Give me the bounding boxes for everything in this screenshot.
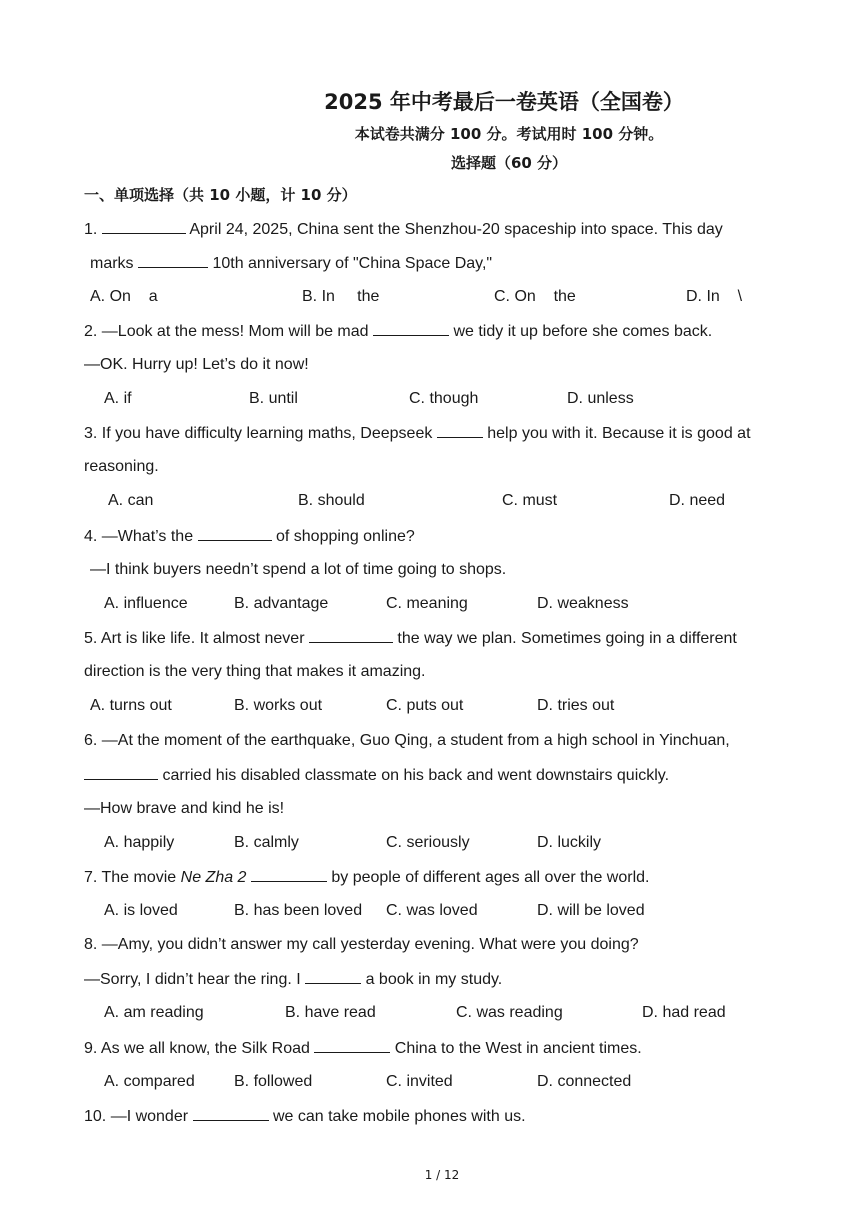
option-b: B. should	[298, 492, 365, 509]
question-text: we tidy it up before she comes back.	[449, 323, 713, 340]
question-1-line-2	[90, 252, 492, 275]
answer-blank	[138, 252, 208, 268]
question-text: —How brave and kind he is!	[84, 800, 285, 817]
question-text: China to the West in ancient times.	[390, 1040, 642, 1057]
option-c: C. On the	[494, 288, 576, 305]
question-text: the way we plan. Sometimes going in a different	[392, 630, 737, 647]
option-c: C. seriously	[386, 834, 470, 851]
question-text: 5. Art is like life. It almost never	[84, 630, 309, 647]
question-1-line-1	[84, 218, 723, 241]
answer-blank	[102, 218, 186, 234]
question-text: by people of different ages all over the world.	[326, 869, 650, 886]
question-text: —OK. Hurry up! Let’s do it now!	[84, 356, 309, 373]
option-b: B. works out	[234, 697, 323, 714]
answer-blank	[437, 422, 483, 438]
option-d: D. need	[669, 492, 726, 509]
question-4-line-1	[84, 525, 415, 548]
option-a: A. happily	[104, 834, 175, 851]
movie-title: Ne Zha 2	[180, 869, 251, 886]
question-text: —I think buyers needn’t spend a lot of time going to shops.	[90, 561, 507, 578]
option-d: D. luckily	[537, 834, 602, 851]
answer-blank	[198, 525, 272, 541]
question-6-line-3	[84, 798, 284, 820]
question-3-line-1	[84, 422, 751, 445]
option-a: A. turns out	[90, 697, 172, 714]
option-a: A. compared	[104, 1073, 195, 1090]
page-number: 1 / 12	[424, 1168, 460, 1182]
part-heading: 一、单项选择（共 10 小题，计 10 分）	[84, 186, 357, 204]
question-text: marks	[90, 255, 138, 272]
question-9-line-1	[84, 1037, 642, 1060]
option-b: B. followed	[234, 1073, 313, 1090]
question-text: 10. —I wonder	[84, 1108, 193, 1125]
question-text: 6. —At the moment of the earthquake, Guo Qing, a student from a high school in Yinchuan,	[84, 732, 730, 749]
question-text: 1.	[84, 221, 102, 238]
question-text: carried his disabled classmate on his back and went downstairs quickly.	[158, 767, 670, 784]
option-c: C. puts out	[386, 697, 464, 714]
score-info: 本试卷共满分 100 分。考试用时 100 分钟。	[354, 125, 664, 143]
option-c: C. invited	[386, 1073, 453, 1090]
question-2-line-2	[84, 354, 309, 376]
option-c: C. was reading	[456, 1004, 563, 1021]
answer-blank	[314, 1037, 390, 1053]
option-a: A. On a	[90, 288, 158, 305]
option-c: C. meaning	[386, 595, 468, 612]
question-8-line-2	[84, 968, 502, 991]
question-text: April 24, 2025, China sent the Shenzhou-20 spaceship into space. This day	[185, 221, 723, 238]
option-b: B. has been loved	[234, 902, 363, 919]
question-7-line-1	[84, 866, 649, 889]
question-5-line-1	[84, 627, 737, 650]
question-text: 4. —What’s the	[84, 528, 198, 545]
answer-blank	[373, 320, 449, 336]
option-b: B. advantage	[234, 595, 329, 612]
option-a: A. if	[104, 390, 132, 407]
option-a: A. is loved	[104, 902, 178, 919]
option-d: D. will be loved	[537, 902, 645, 919]
answer-blank	[84, 764, 158, 780]
question-text: 10th anniversary of "China Space Day,"	[208, 255, 493, 272]
question-text: direction is the very thing that makes it amazing.	[84, 663, 426, 680]
question-2-line-1	[84, 320, 712, 343]
question-10-line-1	[84, 1105, 526, 1128]
question-8-line-1	[84, 934, 639, 956]
question-text: reasoning.	[84, 458, 159, 475]
option-a: A. influence	[104, 595, 188, 612]
option-c: C. must	[502, 492, 558, 509]
option-d: D. connected	[537, 1073, 632, 1090]
question-text: —Sorry, I didn’t hear the ring. I	[84, 971, 306, 988]
question-text: 2. —Look at the mess! Mom will be mad	[84, 323, 373, 340]
question-6-line-2	[84, 764, 669, 787]
option-d: D. weakness	[537, 595, 629, 612]
option-b: B. In the	[302, 288, 380, 305]
option-b: B. until	[249, 390, 298, 407]
option-a: A. can	[108, 492, 154, 509]
question-text: a book in my study.	[361, 971, 503, 988]
option-d: D. In \	[686, 288, 743, 305]
option-d: D. unless	[567, 390, 634, 407]
answer-blank	[251, 866, 327, 882]
question-text: 8. —Amy, you didn’t answer my call yesterday evening. What were you doing?	[84, 936, 639, 953]
question-text: help you with it. Because it is good at	[482, 425, 751, 442]
option-a: A. am reading	[104, 1004, 204, 1021]
option-c: C. was loved	[386, 902, 478, 919]
section-label: 选择题（60 分）	[450, 154, 568, 172]
option-c: C. though	[409, 390, 479, 407]
question-text: 7. The movie	[84, 869, 181, 886]
option-d: D. tries out	[537, 697, 615, 714]
question-4-line-2	[90, 559, 506, 581]
question-6-line-1	[84, 730, 730, 752]
question-3-line-2	[84, 456, 159, 478]
option-b: B. have read	[285, 1004, 376, 1021]
option-d: D. had read	[642, 1004, 726, 1021]
answer-blank	[305, 968, 361, 984]
question-text: 3. If you have difficulty learning maths, Deepseek	[84, 425, 437, 442]
question-5-line-2	[84, 661, 426, 683]
answer-blank	[309, 627, 393, 643]
exam-title: 2025 年中考最后一卷英语（全国卷）	[324, 90, 684, 114]
question-text: we can take mobile phones with us.	[268, 1108, 526, 1125]
question-text: of shopping online?	[271, 528, 415, 545]
option-b: B. calmly	[234, 834, 299, 851]
answer-blank	[193, 1105, 269, 1121]
question-text: 9. As we all know, the Silk Road	[84, 1040, 315, 1057]
